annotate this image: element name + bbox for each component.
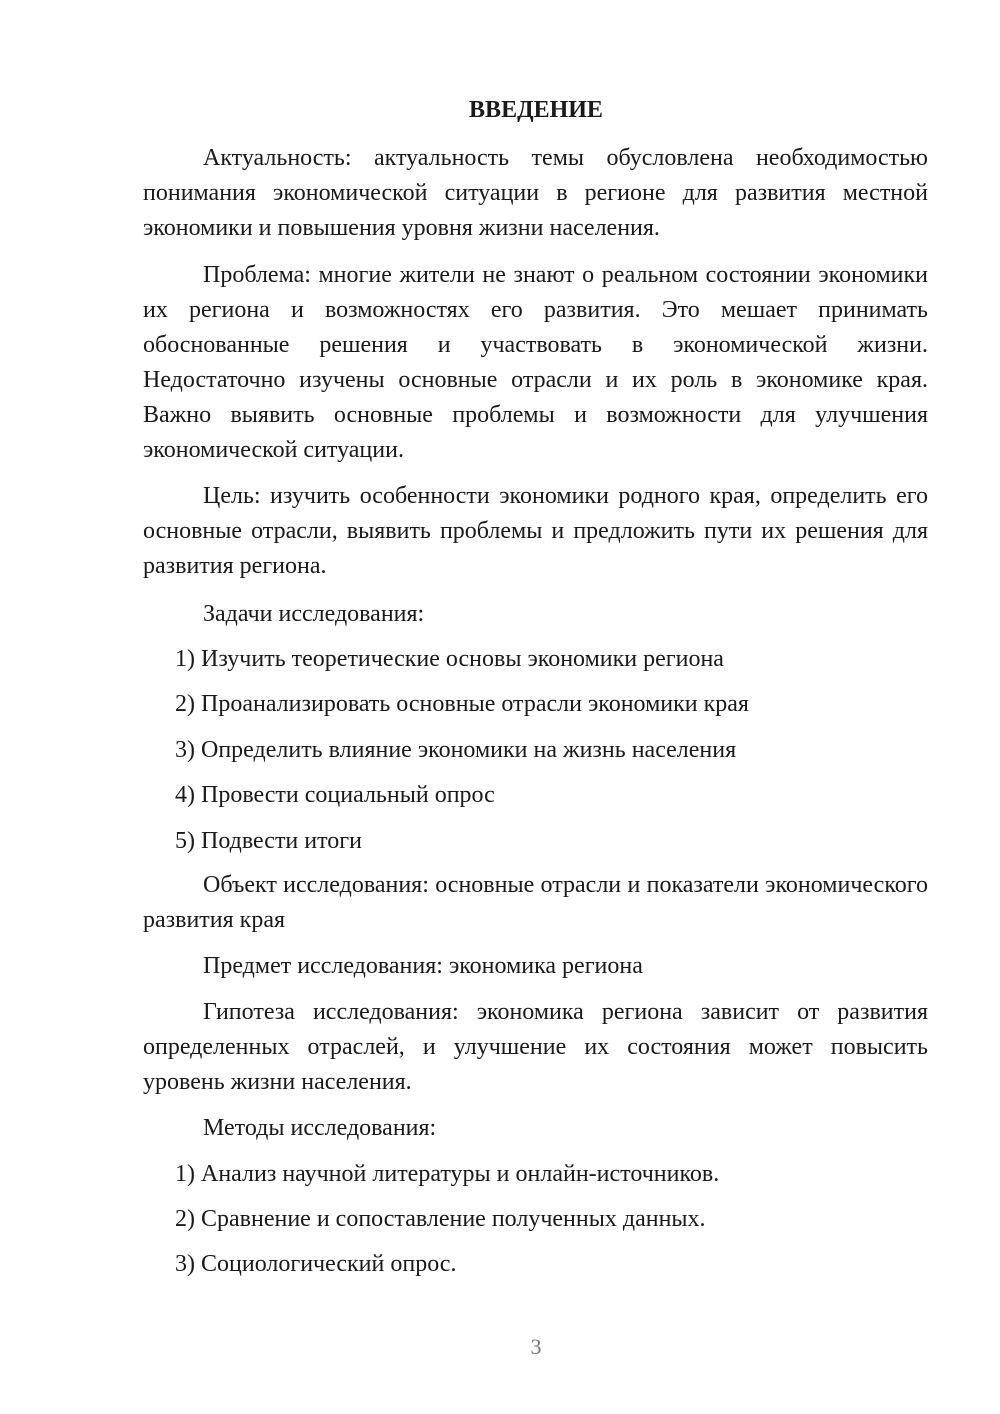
subject-paragraph: Предмет исследования: экономика региона [203,953,643,979]
tasks-heading: Задачи исследования: [203,601,425,627]
page-title: ВВЕДЕНИЕ [469,97,603,123]
problem-paragraph: Проблема: многие жители не знают о реальном состоянии экономики их региона и возможностях его развития. Это мешает принимать обоснованные решения и участвовать в экономической жизни. Недостаточно изучены основные отрасли и их роль в экономике края. Важно выявить основные проблемы и возможности для улучшения экономической ситуации. [143,262,928,463]
task-item: 1) Изучить теоретические основы экономики региона [175,646,724,672]
method-item: 1) Анализ научной литературы и онлайн-источников. [175,1161,720,1187]
goal-paragraph: Цель: изучить особенности экономики родного края, определить его основные отрасли, выявить проблемы и предложить пути их решения для развития региона. [143,483,928,579]
task-item: 5) Подвести итоги [175,828,362,854]
relevance-paragraph: Актуальность: актуальность темы обусловлена необходимостью понимания экономической ситуации в регионе для развития местной экономики и повышения уровня жизни населения. [143,145,928,241]
task-item: 2) Проанализировать основные отрасли экономики края [175,691,749,717]
method-item: 2) Сравнение и сопоставление полученных данных. [175,1206,706,1232]
task-item: 3) Определить влияние экономики на жизнь населения [175,737,737,763]
object-paragraph: Объект исследования: основные отрасли и показатели экономического развития края [143,872,928,933]
methods-heading: Методы исследования: [203,1115,437,1141]
task-item: 4) Провести социальный опрос [175,782,495,808]
page-number: 3 [530,1334,542,1359]
hypothesis-paragraph: Гипотеза исследования: экономика региона зависит от развития определенных отраслей, и улучшение их состояния может повысить уровень жизни населения. [143,999,928,1095]
method-item: 3) Социологический опрос. [175,1251,457,1277]
